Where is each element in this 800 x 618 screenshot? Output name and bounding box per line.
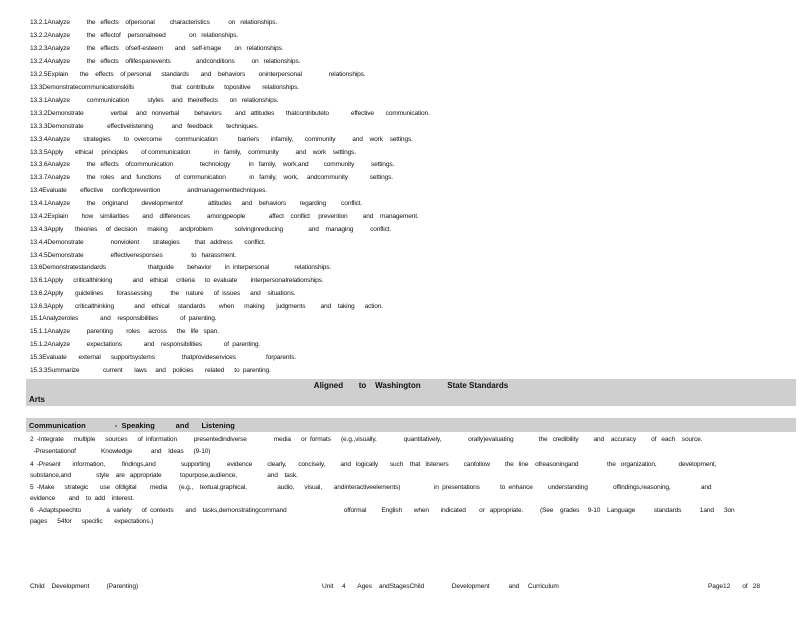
wa-standard-line: 5 -Make strategic use ofdigital media (e.g., textual,graphical, audio, visual, andinteractiveelements) in presentations to enhance understanding offindings,reasoning, and <box>30 484 712 491</box>
communication-header <box>26 418 796 432</box>
aligned-standards-header <box>26 379 796 406</box>
standard-line: 15.3Evaluate external supportsystems thatprovideservices forparents. <box>30 354 296 361</box>
standard-line: 13.6.2Apply guidelines forassessing the nature of issues and situations. <box>30 290 296 297</box>
standard-line: 13.3.4Analyze strategies to overcome communication barriers infamily, community and work settings. <box>30 136 413 143</box>
standard-line: 13.6.1Apply criticalthinking and ethical criteria to evaluate interpersonalrelationships. <box>30 277 324 284</box>
communication-heading: Communication - Speaking and Listening <box>29 421 235 430</box>
wa-standard-line: evidence and to add interest. <box>30 495 134 502</box>
standard-line: 15.1.2Analyze expectations and responsibilities of parenting. <box>30 341 261 348</box>
wa-standard-line: pages 54for specific expectations.) <box>30 518 154 525</box>
standard-line: 13.4.1Analyze the originand developmentof attitudes and behaviors regarding conflict. <box>30 200 363 207</box>
standard-line: 13.3.3Demonstrate effectivelistening and feedback techniques. <box>30 123 259 130</box>
footer-unit: Unit 4 Ages andStagesChild Development and Curriculum <box>322 583 559 590</box>
standard-line: 13.2.4Analyze the effects oflifespanevents andconditions on relationships. <box>30 58 301 65</box>
standard-line: 13.2.5Explain the effects of personal standards and behaviors oninterpersonal relationships. <box>30 71 366 78</box>
footer-course: Child Development (Parenting) <box>30 583 139 590</box>
standard-line: 15.1.1Analyze parenting roles across the life span. <box>30 328 219 335</box>
wa-standard-line: 6 -Adaptspeechto a variety of contexts and tasks,demonstratingcommand offormal English when indicated or appropriate. (See grades 9-10 Language standards 1and 3on <box>30 507 735 514</box>
wa-standard-line: 2 -Integrate multiple sources of information presentedindiverse media or formats (e.g.,visually, quantitatively, orally)evaluating the credibility and accuracy of each source. <box>30 436 703 443</box>
standard-line: 13.4.5Demonstrate effectiveresponses to harassment. <box>30 252 237 259</box>
wa-standard-line: 4 -Present information, findings,and supporting evidence clearly, concisely, and logically such that listeners canfollow the line ofreasoningand the organization, development, <box>30 461 717 468</box>
standard-line: 13.3.7Analyze the roles and functions of communication in family, work, andcommunity settings. <box>30 174 393 181</box>
standard-line: 13.4Evaluate effective conflictprevention andmanagementtechniques. <box>30 187 267 194</box>
standard-line: 15.1Analyzeroles and responsibilities of parenting. <box>30 315 217 322</box>
standard-line: 13.4.4Demonstrate nonviolent strategies that address conflict. <box>30 239 266 246</box>
standard-line: 13.3.5Apply ethical principles of communication in family, community and work settings. <box>30 149 356 156</box>
standard-line: 13.4.2Explain how similarities and differences amongpeople affect conflict prevention and management. <box>30 213 419 220</box>
wa-standard-line: -Presentationof Knowledge and Ideas (9-10) <box>30 448 211 455</box>
standard-line: 15.3.3Summarize current laws and policies related to parenting. <box>30 367 271 374</box>
standard-line: 13.3Demonstratecommunicationskills that contribute topositive relationships. <box>30 84 299 91</box>
standard-line: 13.3.1Analyze communication styles and theireffects on relationships. <box>30 97 279 104</box>
aligned-title: Aligned to Washington State Standards <box>313 381 509 390</box>
standard-line: 13.6.3Apply criticalthinking and ethical standards when making judgments and taking action. <box>30 303 383 310</box>
standard-line: 13.3.2Demonstrate verbal and nonverbal behaviors and attitudes thatcontributeto effective communication. <box>30 110 430 117</box>
standard-line: 13.2.2Analyze the effectof personalneed on relationships. <box>30 32 238 39</box>
standard-line: 13.4.3Apply theories of decision making andproblem solvinginreducing and managing conflict. <box>30 226 392 233</box>
standard-line: 13.6Demonstratestandards thatguide behavior in interpersonal relationships. <box>30 264 332 271</box>
arts-label: Arts <box>29 395 46 404</box>
footer-page-number: Page12 of 28 <box>708 583 760 590</box>
standard-line: 13.3.6Analyze the effects ofcommunication technology in family, work,and community settings. <box>30 161 395 168</box>
standard-line: 13.2.3Analyze the effects ofself-esteem and self-image on relationships. <box>30 45 284 52</box>
wa-standard-line: substance,and style are appropriate topurpose,audience, and task. <box>30 472 298 479</box>
standard-line: 13.2.1Analyze the effects ofpersonal characteristics on relationships. <box>30 19 278 26</box>
